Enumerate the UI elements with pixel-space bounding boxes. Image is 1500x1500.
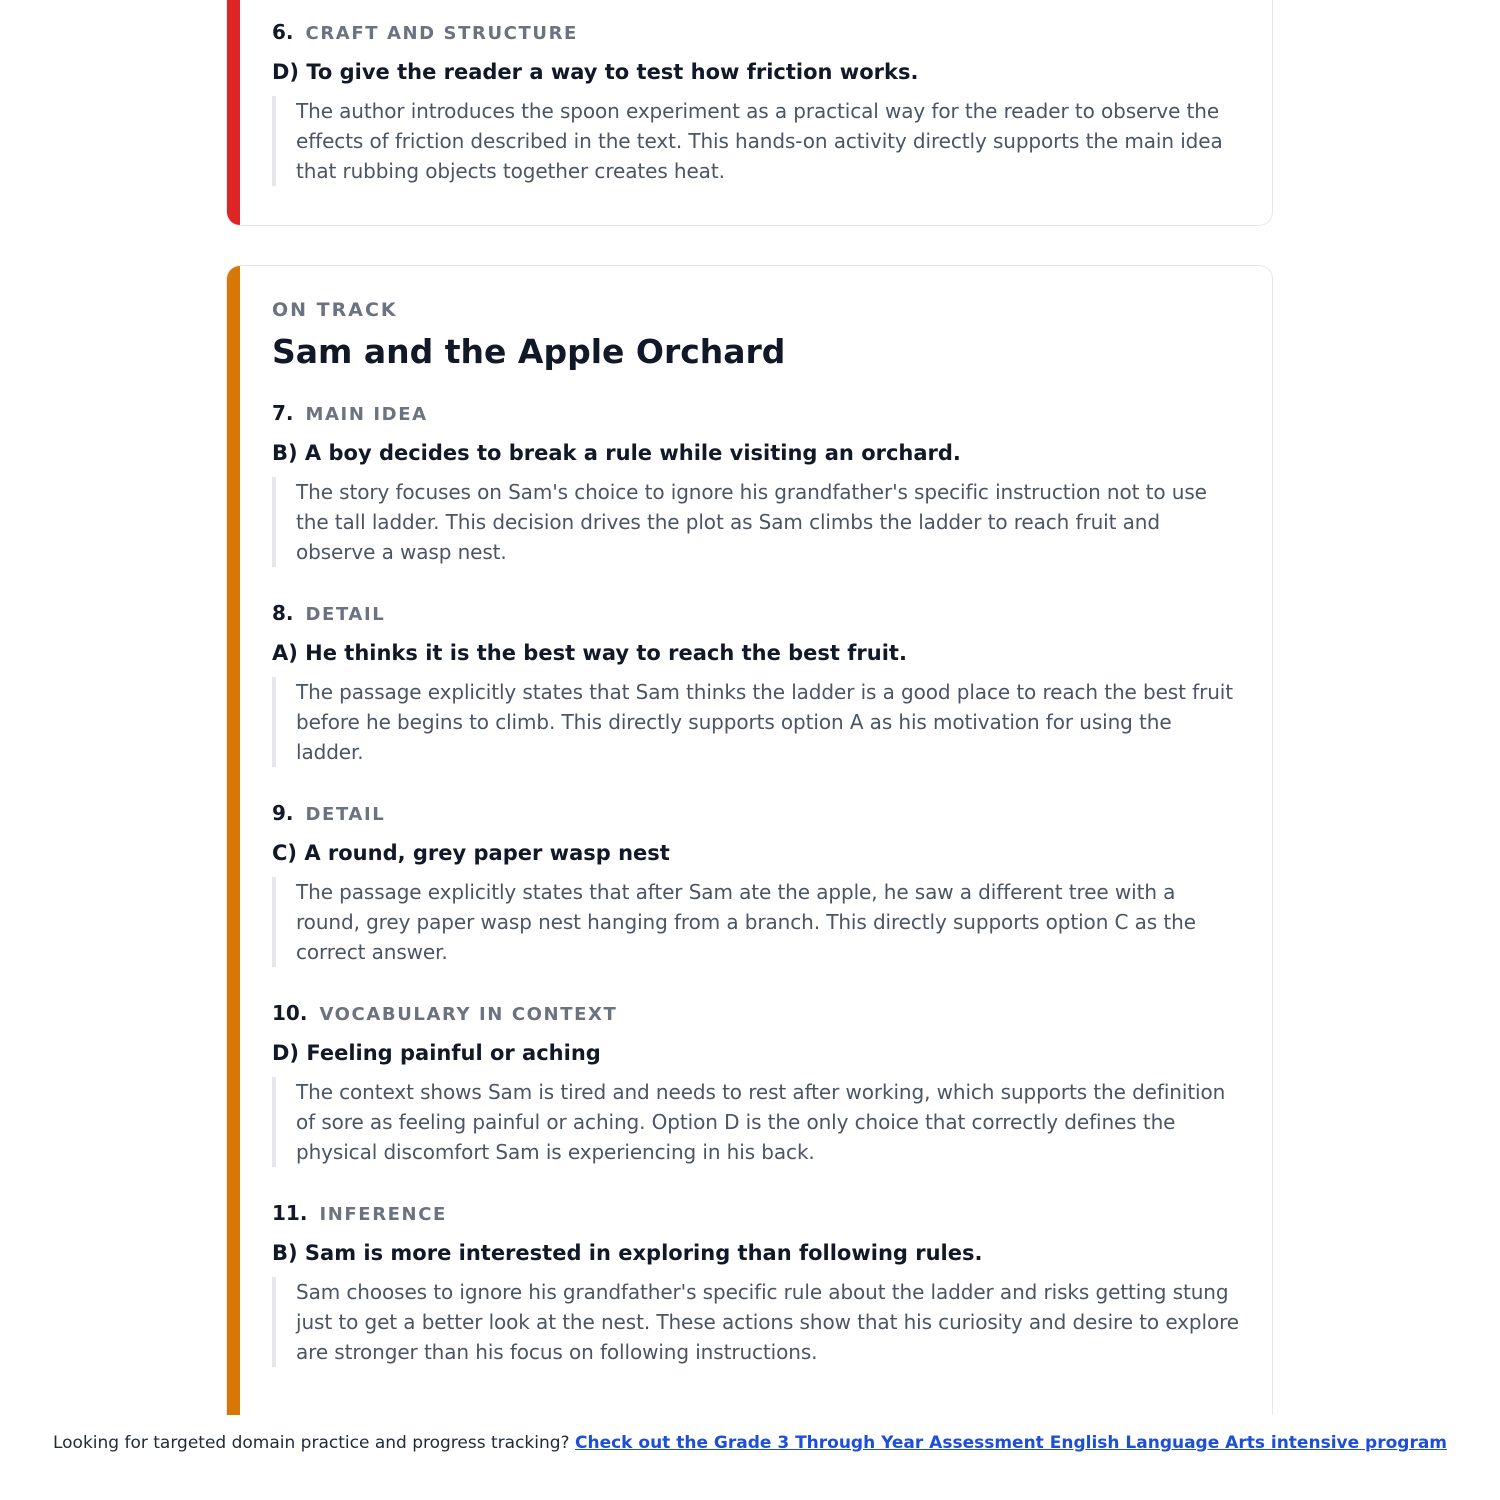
footer-promo [0, 1433, 1500, 1454]
question-category: DETAIL [305, 804, 386, 825]
passage-card-previous [226, 0, 1273, 226]
passage-status: ON TRACK [272, 299, 398, 321]
question-number: 7. [272, 401, 294, 425]
question-answer: D) Feeling painful or aching [272, 1041, 601, 1065]
question-item [272, 19, 1242, 186]
passage-card [226, 265, 1273, 1415]
passage-title: Sam and the Apple Orchard [272, 332, 786, 371]
question-header [272, 19, 1242, 47]
question-item [272, 1000, 1242, 1167]
question-answer: C) A round, grey paper wasp nest [272, 841, 670, 865]
question-explanation: The context shows Sam is tired and needs to rest after working, which supports the definition of sore as feeling painful or aching. Option D is the only choice that correctly defines the physical discomfort Sam is experiencing in his back. [272, 1077, 1242, 1167]
question-header [272, 600, 1242, 628]
question-category: CRAFT AND STRUCTURE [305, 23, 578, 44]
question-answer: B) Sam is more interested in exploring than following rules. [272, 1241, 983, 1265]
footer-text: Looking for targeted domain practice and progress tracking? [52, 1433, 570, 1453]
question-explanation: Sam chooses to ignore his grandfather's specific rule about the ladder and risks getting stung just to get a better look at the nest. These actions show that his curiosity and desire to explore are stronger than his focus on following instructions. [272, 1277, 1242, 1367]
question-item [272, 800, 1242, 967]
status-accent-bar [227, 266, 240, 1415]
question-explanation: The story focuses on Sam's choice to ignore his grandfather's specific instruction not to use the tall ladder. This decision drives the plot as Sam climbs the ladder to reach fruit and observe a wasp nest. [272, 477, 1242, 567]
intensive-program-link[interactable]: Check out the Grade 3 Through Year Assessment English Language Arts intensive program [574, 1433, 1448, 1453]
question-number: 8. [272, 601, 294, 625]
question-explanation: The passage explicitly states that Sam thinks the ladder is a good place to reach the best fruit before he begins to climb. This directly supports option A as his motivation for using the ladder. [272, 677, 1242, 767]
question-number: 6. [272, 20, 294, 44]
status-accent-bar [227, 0, 240, 225]
question-item [272, 400, 1242, 567]
question-category: DETAIL [305, 604, 386, 625]
question-item [272, 1200, 1242, 1367]
question-number: 10. [272, 1001, 308, 1025]
question-answer: B) A boy decides to break a rule while visiting an orchard. [272, 441, 961, 465]
question-number: 11. [272, 1201, 308, 1225]
question-header [272, 400, 1242, 428]
question-item [272, 600, 1242, 767]
question-category: INFERENCE [319, 1204, 447, 1225]
question-header [272, 1000, 1242, 1028]
question-header [272, 800, 1242, 828]
question-number: 9. [272, 801, 294, 825]
question-header [272, 1200, 1242, 1228]
question-category: VOCABULARY IN CONTEXT [319, 1004, 618, 1025]
question-category: MAIN IDEA [305, 404, 428, 425]
question-explanation: The author introduces the spoon experiment as a practical way for the reader to observe the effects of friction described in the text. This hands-on activity directly supports the main idea that rubbing objects together creates heat. [272, 96, 1242, 186]
question-answer: D) To give the reader a way to test how friction works. [272, 60, 919, 84]
question-explanation: The passage explicitly states that after Sam ate the apple, he saw a different tree with a round, grey paper wasp nest hanging from a branch. This directly supports option C as the correct answer. [272, 877, 1242, 967]
question-answer: A) He thinks it is the best way to reach the best fruit. [272, 641, 907, 665]
